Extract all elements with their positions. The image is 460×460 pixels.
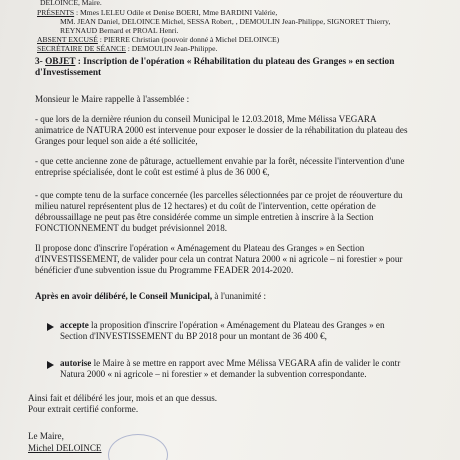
objet-line-1 [35, 57, 394, 67]
paragraph-3-line-3: débroussaillage ne peut pas être considérée comme un simple entretien à inscrire à la Section [35, 212, 374, 222]
secretaire-text: : DEMOULIN Jean-Philippe. [125, 44, 218, 53]
paragraph-1-line-2: animatrice de NATURA 2000 est intervenue pour exposer le dossier de la réhabilitation du plateau des [35, 125, 408, 135]
presents-line-2: MM. JEAN Daniel, DELOINCE Michel, SESSA Robert, , DEMOULIN Jean-Philippe, SIGNORET Thierry, [60, 17, 391, 26]
paragraph-1-line-3: Granges pour lequel son aide a été sollicitée, [35, 136, 198, 146]
absent-label: ABSENT EXCUSÉ [37, 35, 98, 44]
signature-role: Le Maire, [28, 431, 64, 441]
presents-label: PRÉSENTS [37, 8, 75, 17]
signature-name: Michel DELOINCE [28, 443, 102, 453]
secretaire-line [37, 44, 217, 53]
unanimite-text: à l'unanimité : [212, 291, 267, 301]
absent-line [37, 35, 279, 44]
paragraph-2-line-1: - que cette ancienne zone de pâturage, actuellement envahie par la forêt, nécessite l'intervention d'une [35, 156, 405, 166]
intro-text: Monsieur le Maire rappelle à l'assemblée : [35, 94, 190, 104]
decision-2-verb: autorise [60, 358, 92, 368]
decision-2-line-2: Natura 2000 « ni agricole – ni forestier » et demander la subvention correspondante. [60, 369, 367, 379]
paragraph-4-line-2: d'INVESTISSEMENT, de valider pour cela un contrat Natura 2000 « ni agricole – ni forestier » pour [35, 254, 403, 264]
paragraph-4-line-1: Il propose donc d'inscrire l'opération « Aménagement du Plateau des Granges » en Section [35, 243, 365, 253]
arrow-bullet-icon [47, 323, 54, 331]
closing-line-1: Ainsi fait et délibéré les jour, mois et an que dessus. [28, 393, 218, 403]
decision-1-line-2: Section d'INVESTISSEMENT du BP 2018 pour un montant de 36 400 €, [60, 331, 327, 341]
decision-2-line-1 [60, 358, 400, 369]
arrow-bullet-icon [47, 361, 54, 369]
decision-2-text-1: le Maire à se mettre en rapport avec Mme Mélissa VEGARA afin de valider le contr [91, 358, 401, 368]
paragraph-2-line-2: entreprise spécialisée, dont le coût est estimé à plus de 36 000 €, [35, 167, 270, 177]
deliberation-text: Après en avoir délibéré, le Conseil Municipal, [35, 291, 213, 301]
header-line-0: DELOINCE, Maire. [40, 0, 102, 7]
objet-number: 3- [35, 57, 46, 67]
secretaire-label: SECRÉTAIRE DE SÉANCE [37, 44, 126, 53]
objet-label: OBJET [45, 57, 76, 67]
paragraph-3-line-4: FONCTIONNEMENT du budget prévisionnel 2018. [35, 223, 228, 233]
presents-line-3: REYNAUD Bernard et PROAL Henri. [60, 26, 179, 35]
objet-title-1: : Inscription de l'opération « Réhabilitation du plateau des Granges » en section [75, 57, 395, 67]
official-stamp [108, 434, 168, 460]
absent-text: : PIERRE Christian (pouvoir donné à Michel DELOINCE) [97, 35, 280, 44]
decision-1-line-1 [60, 320, 385, 331]
paragraph-3-line-1: - que compte tenu de la surface concernée (les parcelles sélectionnées par ce projet de réouverture du [35, 190, 403, 200]
closing-line-2: Pour extrait certifié conforme. [28, 404, 139, 414]
deliberation-line [35, 291, 266, 302]
presents-line-1 [37, 8, 277, 17]
presents-text-1: : Mmes LELEU Odile et Denise BOERI, Mme BARDINI Valérie, [74, 8, 278, 17]
paragraph-3-line-2: milieu naturel représentent plus de 12 hectares) et du coût de l'intervention, cette opération de [35, 201, 376, 211]
objet-line-2: d'Investissement [35, 68, 102, 78]
paragraph-1-line-1: - que lors de la dernière réunion du conseil Municipal le 12.03.2018, Mme Mélissa VEGARA [35, 114, 377, 124]
decision-1-verb: accepte [60, 320, 89, 330]
paragraph-4-line-3: bénéficier d'une subvention issue du Programme FEADER 2014-2020. [35, 265, 294, 275]
decision-1-text-1: la proposition d'inscrire l'opération « Aménagement du Plateau des Granges » en [88, 320, 385, 330]
